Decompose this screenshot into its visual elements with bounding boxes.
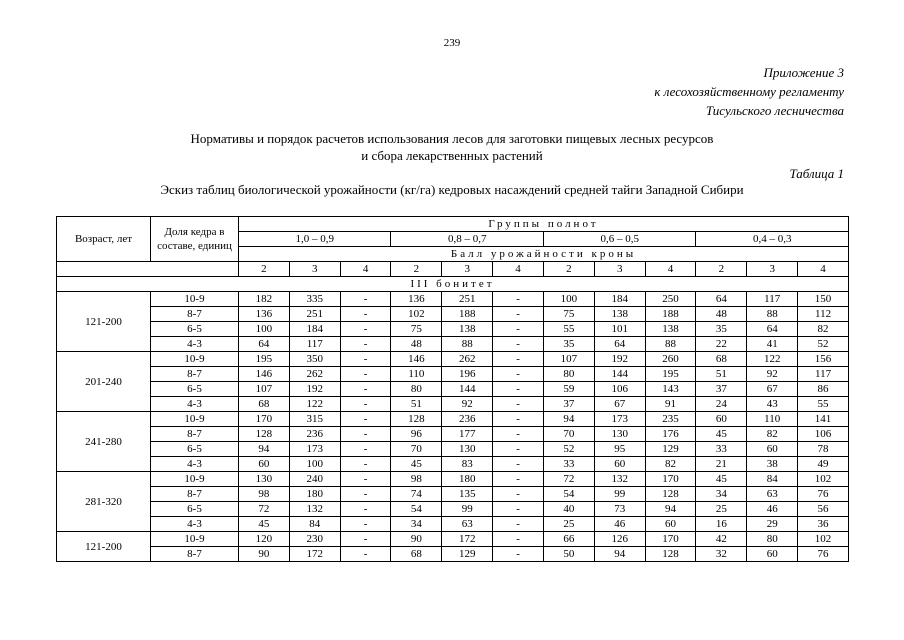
age-cell: 121-200 — [57, 532, 151, 562]
table-row — [57, 442, 849, 457]
value-cell: 188 — [645, 307, 696, 322]
share-cell: 6-5 — [151, 322, 239, 337]
header-score: 2 — [239, 262, 290, 277]
value-cell: 260 — [645, 352, 696, 367]
bonitet-row: III бонитет — [57, 277, 849, 292]
value-cell: 100 — [289, 457, 340, 472]
table-body — [57, 277, 849, 562]
value-cell: 25 — [696, 502, 747, 517]
value-cell: 36 — [798, 517, 849, 532]
value-cell: - — [493, 457, 544, 472]
value-cell: 63 — [442, 517, 493, 532]
age-cell: 121-200 — [57, 292, 151, 352]
value-cell: 55 — [798, 397, 849, 412]
appendix-line-2: к лесохозяйственному регламенту — [654, 84, 844, 99]
value-cell: 35 — [696, 322, 747, 337]
value-cell: 146 — [391, 352, 442, 367]
value-cell: 132 — [594, 472, 645, 487]
appendix-line-3: Тисульского лесничества — [705, 103, 844, 118]
value-cell: 72 — [239, 502, 290, 517]
share-cell: 4-3 — [151, 397, 239, 412]
value-cell: 60 — [239, 457, 290, 472]
document-title — [0, 130, 904, 164]
value-cell: - — [493, 397, 544, 412]
value-cell: - — [493, 322, 544, 337]
value-cell: - — [340, 352, 391, 367]
value-cell: 54 — [391, 502, 442, 517]
table-row — [57, 367, 849, 382]
value-cell: 92 — [747, 367, 798, 382]
value-cell: 101 — [594, 322, 645, 337]
value-cell: 122 — [289, 397, 340, 412]
value-cell: 192 — [289, 382, 340, 397]
value-cell: 98 — [391, 472, 442, 487]
value-cell: 141 — [798, 412, 849, 427]
value-cell: 49 — [798, 457, 849, 472]
value-cell: 102 — [798, 472, 849, 487]
share-cell: 4-3 — [151, 517, 239, 532]
value-cell: 117 — [747, 292, 798, 307]
value-cell: - — [493, 442, 544, 457]
share-cell: 10-9 — [151, 412, 239, 427]
value-cell: 91 — [645, 397, 696, 412]
value-cell: - — [340, 472, 391, 487]
share-cell: 6-5 — [151, 382, 239, 397]
value-cell: 55 — [543, 322, 594, 337]
appendix-note — [654, 63, 844, 120]
value-cell: 75 — [391, 322, 442, 337]
share-cell: 10-9 — [151, 352, 239, 367]
value-cell: - — [340, 457, 391, 472]
value-cell: 63 — [747, 487, 798, 502]
title-line-1: Нормативы и порядок расчетов использования лесов для заготовки пищевых лесных ресурсов — [190, 131, 714, 146]
share-cell: 10-9 — [151, 292, 239, 307]
value-cell: 45 — [391, 457, 442, 472]
value-cell: 100 — [543, 292, 594, 307]
value-cell: - — [340, 382, 391, 397]
value-cell: 56 — [798, 502, 849, 517]
value-cell: 138 — [594, 307, 645, 322]
value-cell: 60 — [594, 457, 645, 472]
value-cell: - — [493, 412, 544, 427]
table-row — [57, 307, 849, 322]
value-cell: 110 — [391, 367, 442, 382]
value-cell: 146 — [239, 367, 290, 382]
appendix-line-1: Приложение 3 — [763, 65, 844, 80]
value-cell: 82 — [747, 427, 798, 442]
value-cell: - — [493, 502, 544, 517]
value-cell: - — [340, 487, 391, 502]
value-cell: 251 — [442, 292, 493, 307]
header-score: 3 — [594, 262, 645, 277]
header-group: 0,8 – 0,7 — [391, 232, 543, 247]
value-cell: 128 — [391, 412, 442, 427]
value-cell: 60 — [696, 412, 747, 427]
table-row — [57, 472, 849, 487]
value-cell: 170 — [239, 412, 290, 427]
value-cell: 68 — [696, 352, 747, 367]
value-cell: 230 — [289, 532, 340, 547]
share-cell: 4-3 — [151, 337, 239, 352]
table-subtitle: Эскиз таблиц биологической урожайности (кг/га) кедровых насаждений средней тайги Западной Сибири — [160, 182, 744, 197]
value-cell: 235 — [645, 412, 696, 427]
table-row — [57, 532, 849, 547]
header-score: 2 — [696, 262, 747, 277]
value-cell: 45 — [696, 427, 747, 442]
share-cell: 4-3 — [151, 457, 239, 472]
value-cell: 117 — [798, 367, 849, 382]
value-cell: 68 — [391, 547, 442, 562]
value-cell: 110 — [747, 412, 798, 427]
value-cell: 88 — [645, 337, 696, 352]
value-cell: - — [340, 532, 391, 547]
value-cell: 80 — [391, 382, 442, 397]
value-cell: 138 — [442, 322, 493, 337]
value-cell: 51 — [696, 367, 747, 382]
value-cell: 102 — [391, 307, 442, 322]
value-cell: 107 — [239, 382, 290, 397]
value-cell: 45 — [696, 472, 747, 487]
value-cell: 172 — [289, 547, 340, 562]
share-cell: 8-7 — [151, 547, 239, 562]
value-cell: 188 — [442, 307, 493, 322]
value-cell: 82 — [798, 322, 849, 337]
value-cell: - — [340, 547, 391, 562]
value-cell: 32 — [696, 547, 747, 562]
value-cell: 34 — [391, 517, 442, 532]
header-group: 1,0 – 0,9 — [239, 232, 391, 247]
value-cell: 37 — [543, 397, 594, 412]
share-cell: 8-7 — [151, 307, 239, 322]
table-row — [57, 517, 849, 532]
value-cell: 82 — [645, 457, 696, 472]
value-cell: 156 — [798, 352, 849, 367]
share-cell: 10-9 — [151, 472, 239, 487]
value-cell: 67 — [594, 397, 645, 412]
value-cell: 180 — [289, 487, 340, 502]
header-score: 3 — [289, 262, 340, 277]
value-cell: 150 — [798, 292, 849, 307]
value-cell: 64 — [594, 337, 645, 352]
header-score: 4 — [493, 262, 544, 277]
table-row — [57, 397, 849, 412]
table-row — [57, 352, 849, 367]
value-cell: 50 — [543, 547, 594, 562]
value-cell: 117 — [289, 337, 340, 352]
value-cell: 45 — [239, 517, 290, 532]
share-cell: 6-5 — [151, 502, 239, 517]
value-cell: 135 — [442, 487, 493, 502]
value-cell: - — [493, 292, 544, 307]
value-cell: 90 — [391, 532, 442, 547]
value-cell: 54 — [543, 487, 594, 502]
value-cell: 73 — [594, 502, 645, 517]
header-score: 4 — [798, 262, 849, 277]
value-cell: 59 — [543, 382, 594, 397]
header-score: 4 — [645, 262, 696, 277]
share-cell: 6-5 — [151, 442, 239, 457]
value-cell: 100 — [239, 322, 290, 337]
value-cell: 335 — [289, 292, 340, 307]
header-score: 4 — [340, 262, 391, 277]
value-cell: 43 — [747, 397, 798, 412]
value-cell: 80 — [747, 532, 798, 547]
value-cell: 52 — [543, 442, 594, 457]
value-cell: - — [340, 442, 391, 457]
value-cell: - — [493, 337, 544, 352]
table-row — [57, 502, 849, 517]
value-cell: 78 — [798, 442, 849, 457]
value-cell: 70 — [391, 442, 442, 457]
table-row — [57, 487, 849, 502]
value-cell: 64 — [239, 337, 290, 352]
value-cell: 195 — [645, 367, 696, 382]
value-cell: 94 — [543, 412, 594, 427]
yield-table — [56, 216, 849, 562]
value-cell: 33 — [696, 442, 747, 457]
value-cell: 40 — [543, 502, 594, 517]
value-cell: 48 — [391, 337, 442, 352]
header-score: 3 — [442, 262, 493, 277]
table-row — [57, 292, 849, 307]
table-row — [57, 427, 849, 442]
value-cell: 48 — [696, 307, 747, 322]
value-cell: 132 — [289, 502, 340, 517]
share-cell: 8-7 — [151, 367, 239, 382]
value-cell: 136 — [239, 307, 290, 322]
value-cell: 34 — [696, 487, 747, 502]
value-cell: 128 — [645, 547, 696, 562]
value-cell: 99 — [594, 487, 645, 502]
value-cell: 126 — [594, 532, 645, 547]
value-cell: 22 — [696, 337, 747, 352]
value-cell: - — [493, 472, 544, 487]
table-row — [57, 547, 849, 562]
value-cell: 16 — [696, 517, 747, 532]
value-cell: - — [340, 322, 391, 337]
value-cell: 94 — [239, 442, 290, 457]
value-cell: 240 — [289, 472, 340, 487]
value-cell: 192 — [594, 352, 645, 367]
value-cell: 102 — [798, 532, 849, 547]
value-cell: 46 — [747, 502, 798, 517]
value-cell: - — [340, 337, 391, 352]
value-cell: 129 — [645, 442, 696, 457]
header-share: Доля кедра в составе, единиц — [151, 217, 239, 262]
value-cell: 42 — [696, 532, 747, 547]
value-cell: 196 — [442, 367, 493, 382]
value-cell: - — [493, 427, 544, 442]
value-cell: 129 — [442, 547, 493, 562]
value-cell: 33 — [543, 457, 594, 472]
value-cell: 106 — [594, 382, 645, 397]
header-score: 3 — [747, 262, 798, 277]
value-cell: 25 — [543, 517, 594, 532]
value-cell: - — [493, 307, 544, 322]
value-cell: 24 — [696, 397, 747, 412]
value-cell: 173 — [289, 442, 340, 457]
value-cell: 112 — [798, 307, 849, 322]
value-cell: 130 — [594, 427, 645, 442]
value-cell: 41 — [747, 337, 798, 352]
value-cell: 72 — [543, 472, 594, 487]
table-row — [57, 457, 849, 472]
value-cell: 88 — [747, 307, 798, 322]
value-cell: 94 — [594, 547, 645, 562]
value-cell: - — [493, 487, 544, 502]
value-cell: - — [340, 412, 391, 427]
value-cell: 76 — [798, 487, 849, 502]
value-cell: 99 — [442, 502, 493, 517]
value-cell: 46 — [594, 517, 645, 532]
header-score: 2 — [391, 262, 442, 277]
value-cell: 52 — [798, 337, 849, 352]
value-cell: 144 — [442, 382, 493, 397]
table-row — [57, 382, 849, 397]
value-cell: 170 — [645, 472, 696, 487]
value-cell: 236 — [442, 412, 493, 427]
value-cell: - — [493, 547, 544, 562]
share-cell: 10-9 — [151, 532, 239, 547]
value-cell: 86 — [798, 382, 849, 397]
header-spacer — [57, 262, 239, 277]
value-cell: 184 — [594, 292, 645, 307]
header-group: 0,4 – 0,3 — [696, 232, 849, 247]
value-cell: - — [340, 292, 391, 307]
value-cell: 262 — [442, 352, 493, 367]
value-cell: 122 — [747, 352, 798, 367]
value-cell: 350 — [289, 352, 340, 367]
value-cell: 60 — [747, 547, 798, 562]
value-cell: - — [493, 517, 544, 532]
value-cell: 172 — [442, 532, 493, 547]
header-score: 2 — [543, 262, 594, 277]
value-cell: 92 — [442, 397, 493, 412]
value-cell: - — [493, 382, 544, 397]
value-cell: 138 — [645, 322, 696, 337]
value-cell: 251 — [289, 307, 340, 322]
value-cell: 35 — [543, 337, 594, 352]
header-group: 0,6 – 0,5 — [543, 232, 695, 247]
value-cell: 90 — [239, 547, 290, 562]
title-line-2: и сбора лекарственных растений — [361, 148, 543, 163]
table-row — [57, 412, 849, 427]
value-cell: 64 — [747, 322, 798, 337]
value-cell: - — [340, 307, 391, 322]
value-cell: 262 — [289, 367, 340, 382]
value-cell: 70 — [543, 427, 594, 442]
value-cell: - — [340, 427, 391, 442]
table-label: Таблица 1 — [789, 166, 844, 181]
value-cell: 315 — [289, 412, 340, 427]
page-number: 239 — [443, 37, 461, 49]
header-age: Возраст, лет — [57, 217, 151, 262]
value-cell: - — [340, 397, 391, 412]
value-cell: 107 — [543, 352, 594, 367]
value-cell: 64 — [696, 292, 747, 307]
value-cell: - — [340, 367, 391, 382]
value-cell: - — [493, 367, 544, 382]
value-cell: 51 — [391, 397, 442, 412]
value-cell: 182 — [239, 292, 290, 307]
value-cell: 180 — [442, 472, 493, 487]
value-cell: 66 — [543, 532, 594, 547]
value-cell: 68 — [239, 397, 290, 412]
value-cell: 106 — [798, 427, 849, 442]
value-cell: 95 — [594, 442, 645, 457]
value-cell: 136 — [391, 292, 442, 307]
header-density-groups: Группы полнот — [239, 217, 849, 232]
value-cell: 76 — [798, 547, 849, 562]
value-cell: 195 — [239, 352, 290, 367]
value-cell: 177 — [442, 427, 493, 442]
value-cell: 128 — [645, 487, 696, 502]
share-cell: 8-7 — [151, 487, 239, 502]
share-cell: 8-7 — [151, 427, 239, 442]
value-cell: 130 — [239, 472, 290, 487]
value-cell: 29 — [747, 517, 798, 532]
table-row — [57, 337, 849, 352]
value-cell: 98 — [239, 487, 290, 502]
value-cell: 250 — [645, 292, 696, 307]
value-cell: 67 — [747, 382, 798, 397]
value-cell: 130 — [442, 442, 493, 457]
value-cell: 80 — [543, 367, 594, 382]
value-cell: 144 — [594, 367, 645, 382]
value-cell: 173 — [594, 412, 645, 427]
value-cell: 83 — [442, 457, 493, 472]
value-cell: 128 — [239, 427, 290, 442]
value-cell: - — [340, 517, 391, 532]
value-cell: 75 — [543, 307, 594, 322]
value-cell: 236 — [289, 427, 340, 442]
value-cell: 88 — [442, 337, 493, 352]
value-cell: 176 — [645, 427, 696, 442]
value-cell: - — [340, 502, 391, 517]
value-cell: 84 — [289, 517, 340, 532]
value-cell: - — [493, 532, 544, 547]
value-cell: 84 — [747, 472, 798, 487]
value-cell: 96 — [391, 427, 442, 442]
value-cell: 60 — [747, 442, 798, 457]
value-cell: 74 — [391, 487, 442, 502]
value-cell: 94 — [645, 502, 696, 517]
value-cell: 37 — [696, 382, 747, 397]
header-crown-score: Балл урожайности кроны — [239, 247, 849, 262]
table-row — [57, 322, 849, 337]
value-cell: 170 — [645, 532, 696, 547]
value-cell: 184 — [289, 322, 340, 337]
age-cell: 241-280 — [57, 412, 151, 472]
value-cell: 21 — [696, 457, 747, 472]
value-cell: 120 — [239, 532, 290, 547]
value-cell: 143 — [645, 382, 696, 397]
value-cell: 60 — [645, 517, 696, 532]
age-cell: 281-320 — [57, 472, 151, 532]
value-cell: - — [493, 352, 544, 367]
age-cell: 201-240 — [57, 352, 151, 412]
value-cell: 38 — [747, 457, 798, 472]
